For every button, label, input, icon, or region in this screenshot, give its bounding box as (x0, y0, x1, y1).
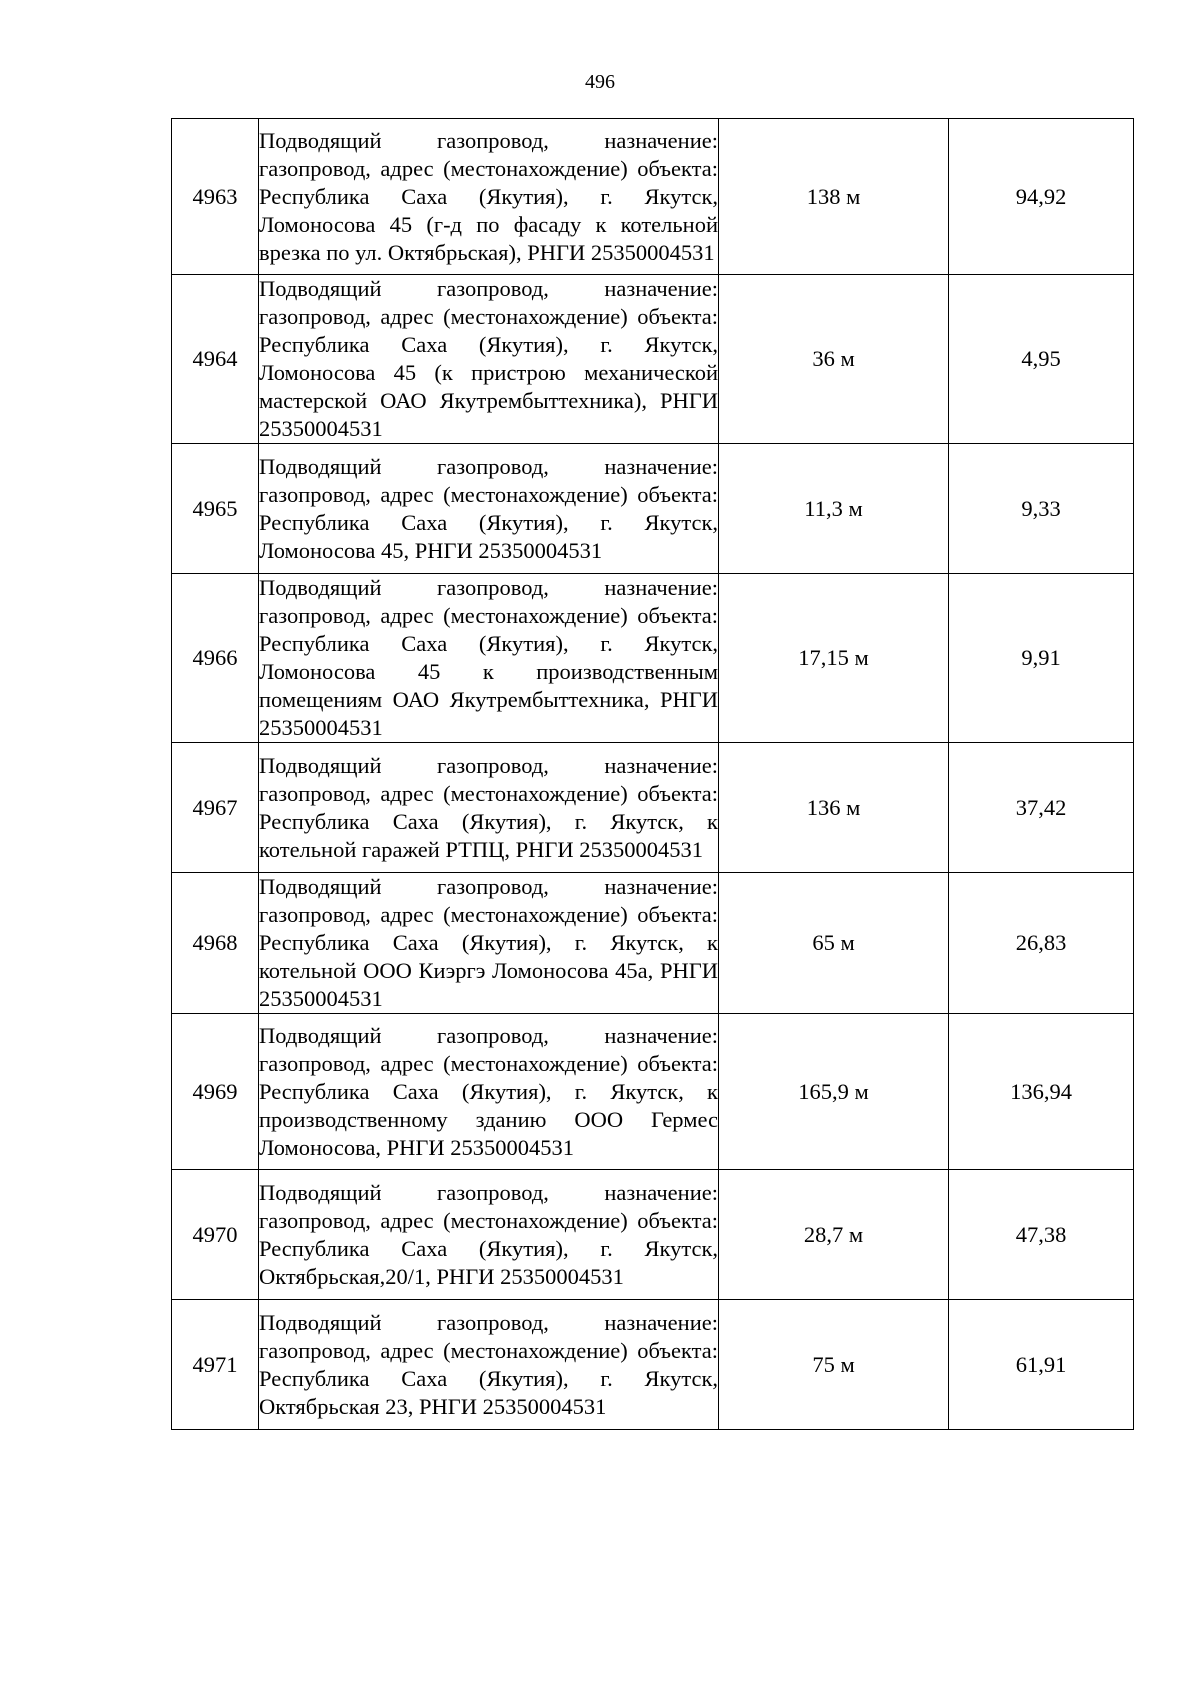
table-row (172, 1170, 1134, 1300)
row-number: 4967 (172, 743, 259, 873)
row-value: 61,91 (949, 1300, 1134, 1430)
row-number: 4965 (172, 444, 259, 574)
row-description: Подводящий газопровод, назначение: газопровод, адрес (местонахождение) объекта: Республика Саха (Якутия), г. Якутск, Октябрьская 23, РНГИ 25350004531 (259, 1300, 719, 1430)
row-description: Подводящий газопровод, назначение: газопровод, адрес (местонахождение) объекта: Республика Саха (Якутия), г. Якутск, Ломоносова 45 к производственным помещениям ОАО Якутрембыттехника, РНГИ 25350004531 (259, 574, 719, 743)
table-row (172, 1300, 1134, 1430)
row-value: 9,91 (949, 574, 1134, 743)
row-number: 4968 (172, 873, 259, 1014)
row-number: 4969 (172, 1014, 259, 1170)
row-value: 9,33 (949, 444, 1134, 574)
row-value: 37,42 (949, 743, 1134, 873)
row-number: 4964 (172, 275, 259, 444)
row-length: 17,15 м (719, 574, 949, 743)
row-length: 11,3 м (719, 444, 949, 574)
table-row (172, 444, 1134, 574)
table-row (172, 119, 1134, 275)
table-row (172, 275, 1134, 444)
row-description: Подводящий газопровод, назначение: газопровод, адрес (местонахождение) объекта: Республика Саха (Якутия), г. Якутск, Ломоносова 45 (г-д по фасаду к котельной врезка по ул. Октябрьская), РНГИ 25350004531 (259, 119, 719, 275)
property-table-body (172, 119, 1134, 1430)
row-value: 47,38 (949, 1170, 1134, 1300)
row-description: Подводящий газопровод, назначение: газопровод, адрес (местонахождение) объекта: Республика Саха (Якутия), г. Якутск, к производственному зданию ООО Гермес Ломоносова, РНГИ 25350004531 (259, 1014, 719, 1170)
row-description: Подводящий газопровод, назначение: газопровод, адрес (местонахождение) объекта: Республика Саха (Якутия), г. Якутск, к котельной ООО Киэргэ Ломоносова 45а, РНГИ 25350004531 (259, 873, 719, 1014)
property-table (171, 118, 1134, 1430)
row-value: 26,83 (949, 873, 1134, 1014)
table-row (172, 873, 1134, 1014)
row-number: 4970 (172, 1170, 259, 1300)
row-length: 75 м (719, 1300, 949, 1430)
row-number: 4971 (172, 1300, 259, 1430)
table-row (172, 1014, 1134, 1170)
row-value: 4,95 (949, 275, 1134, 444)
row-description: Подводящий газопровод, назначение: газопровод, адрес (местонахождение) объекта: Республика Саха (Якутия), г. Якутск, Ломоносова 45, РНГИ 25350004531 (259, 444, 719, 574)
row-number: 4966 (172, 574, 259, 743)
row-length: 28,7 м (719, 1170, 949, 1300)
row-length: 138 м (719, 119, 949, 275)
row-value: 136,94 (949, 1014, 1134, 1170)
row-length: 136 м (719, 743, 949, 873)
row-description: Подводящий газопровод, назначение: газопровод, адрес (местонахождение) объекта: Республика Саха (Якутия), г. Якутск, Ломоносова 45 (к пристрою механической мастерской ОАО Якутрембыттехника), РНГИ 25350004531 (259, 275, 719, 444)
row-length: 165,9 м (719, 1014, 949, 1170)
row-value: 94,92 (949, 119, 1134, 275)
row-number: 4963 (172, 119, 259, 275)
table-row (172, 574, 1134, 743)
row-description: Подводящий газопровод, назначение: газопровод, адрес (местонахождение) объекта: Республика Саха (Якутия), г. Якутск, Октябрьская,20/1, РНГИ 25350004531 (259, 1170, 719, 1300)
row-length: 65 м (719, 873, 949, 1014)
row-length: 36 м (719, 275, 949, 444)
page-number: 496 (585, 71, 615, 93)
row-description: Подводящий газопровод, назначение: газопровод, адрес (местонахождение) объекта: Республика Саха (Якутия), г. Якутск, к котельной гаражей РТПЦ, РНГИ 25350004531 (259, 743, 719, 873)
table-row (172, 743, 1134, 873)
